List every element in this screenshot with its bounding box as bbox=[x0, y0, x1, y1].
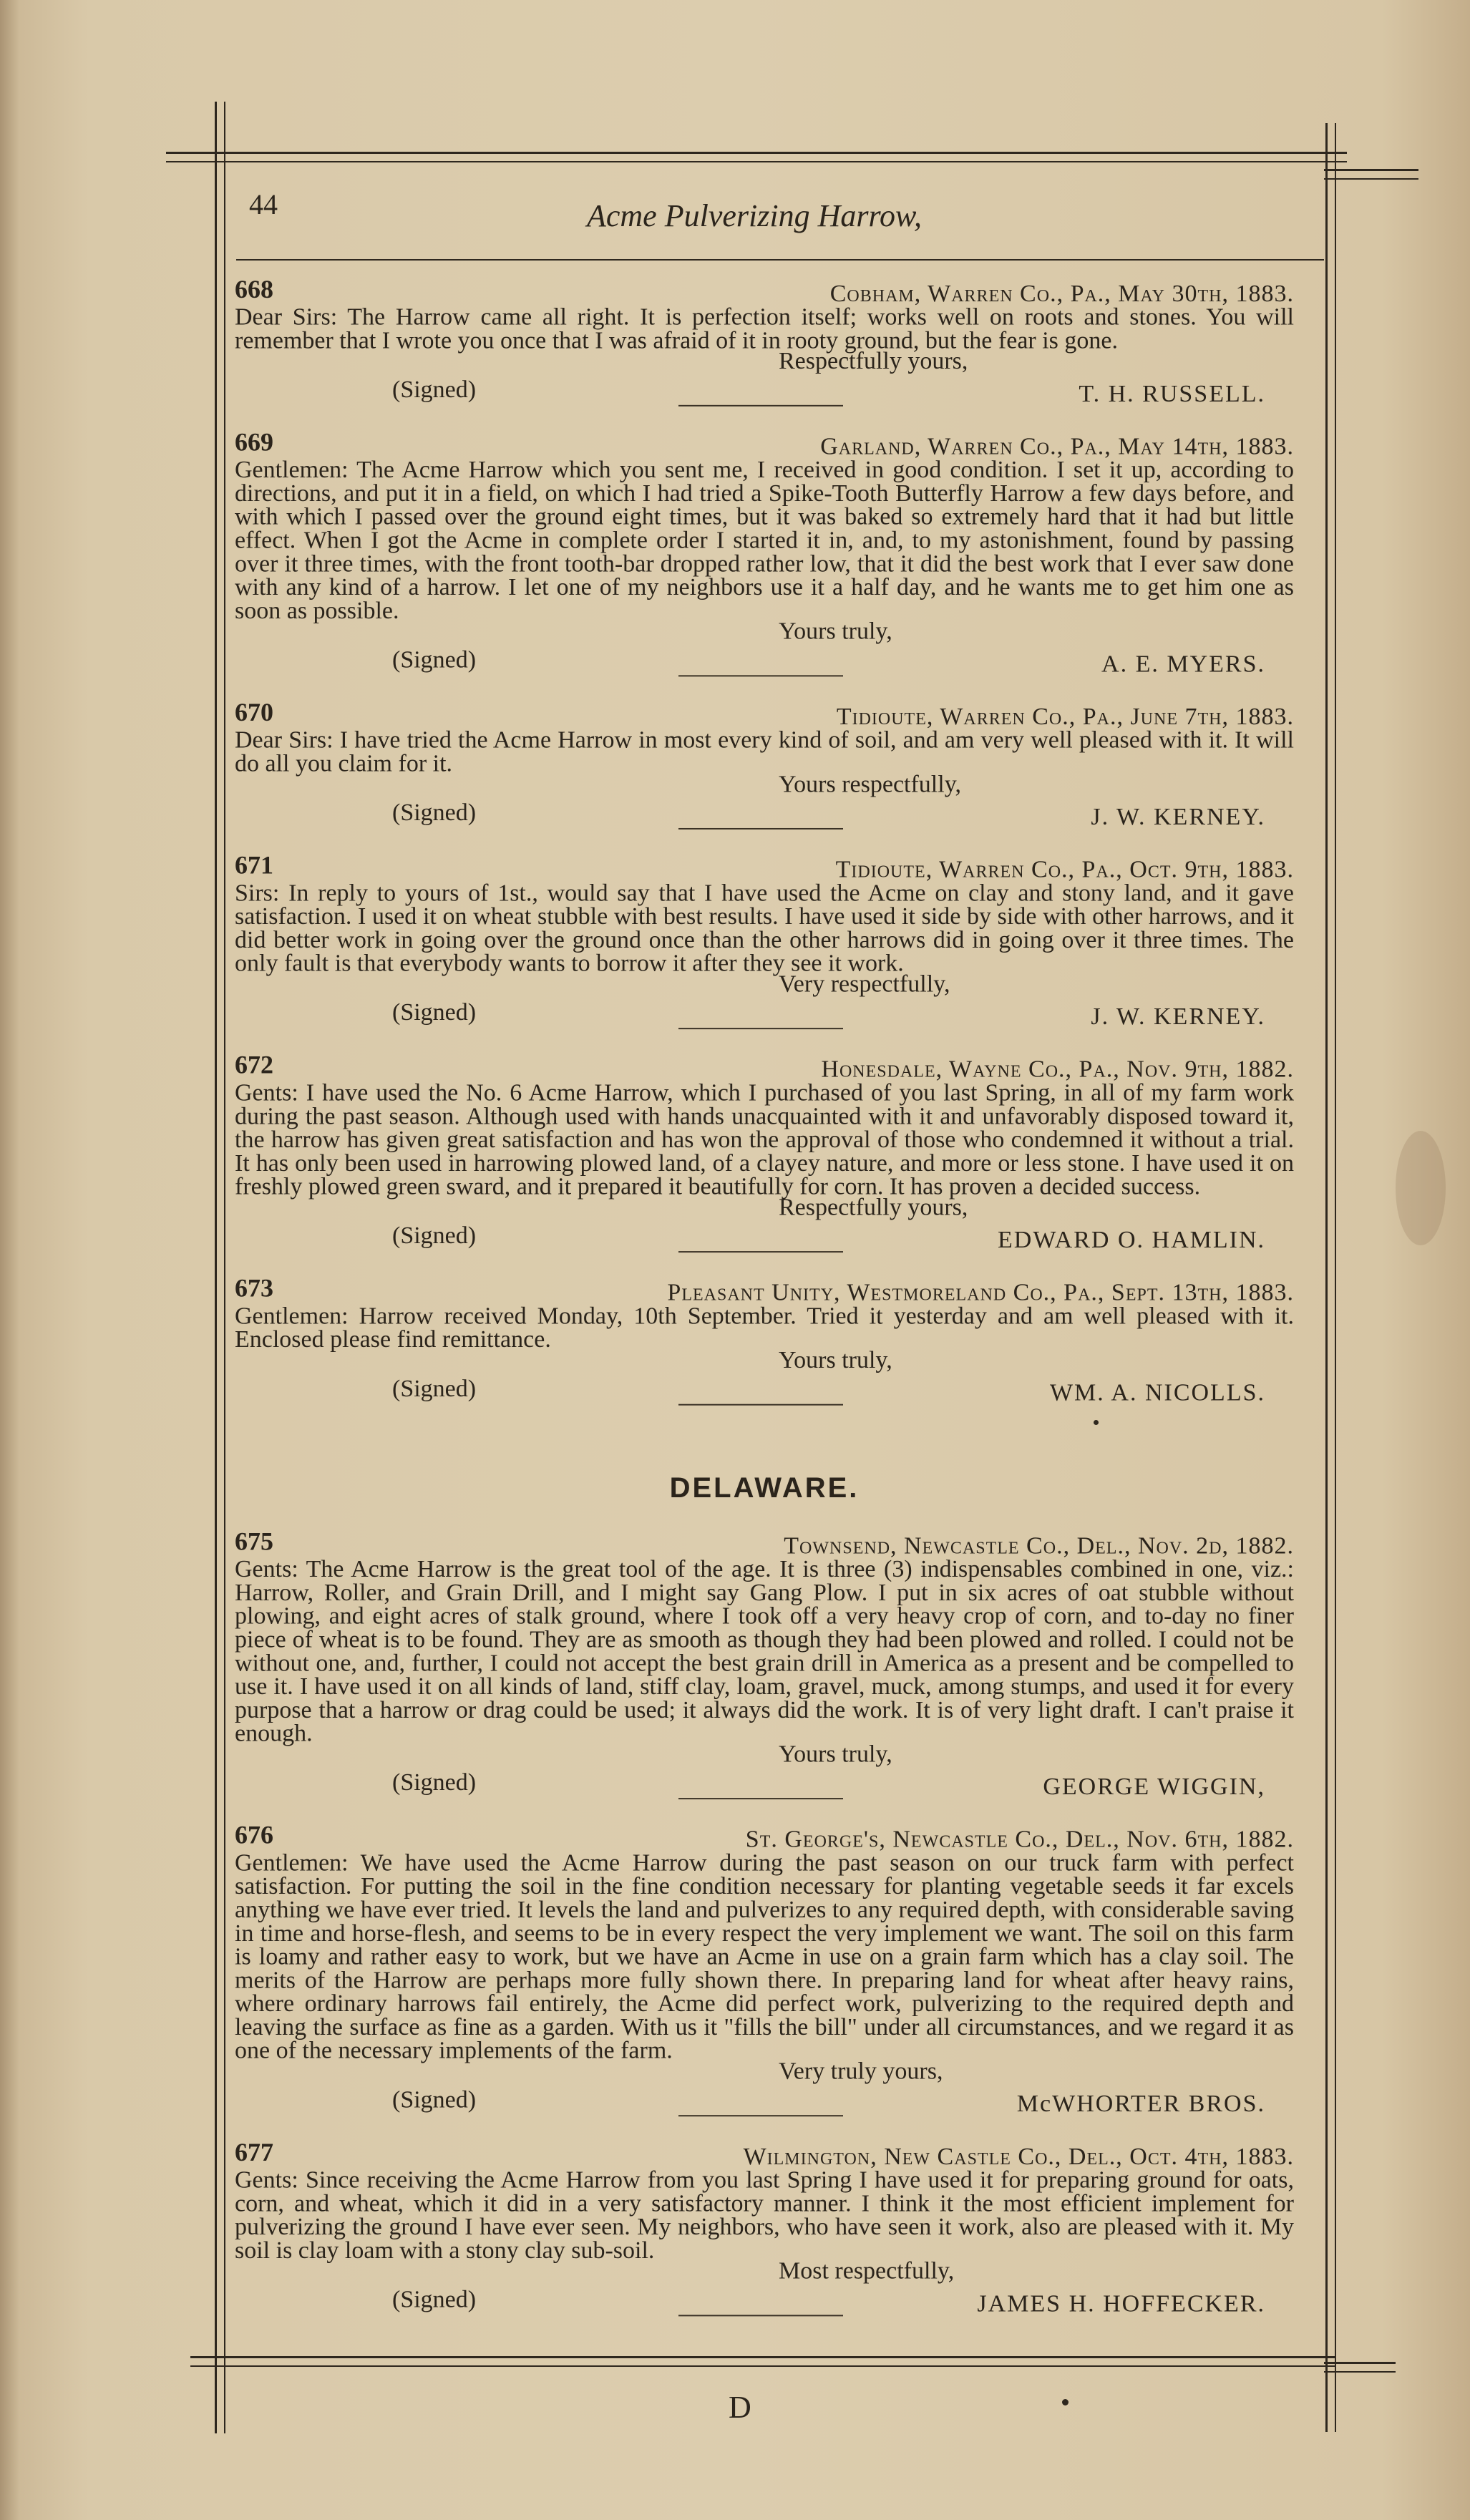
testimonial-letter bbox=[235, 1273, 1294, 1406]
signature-row bbox=[235, 1375, 1294, 1406]
letter-signer: EDWARD O. HAMLIN. bbox=[998, 1227, 1265, 1254]
separator-line bbox=[678, 1251, 843, 1252]
signed-label: (Signed) bbox=[392, 1375, 477, 1402]
signed-label: (Signed) bbox=[392, 2286, 477, 2313]
letter-signer: J. W. KERNEY. bbox=[1091, 804, 1265, 830]
letter-dateline: Cobham, Warren Co., Pa., May 30th, 1883. bbox=[829, 280, 1294, 307]
letter-spacer bbox=[235, 1403, 1294, 1430]
separator-line bbox=[678, 2115, 843, 2116]
separator-line bbox=[678, 1798, 843, 1799]
separator-line bbox=[678, 2315, 843, 2316]
letter-signer: GEORGE WIGGIN, bbox=[1043, 1774, 1265, 1801]
letter-dateline: Honesdale, Wayne Co., Pa., Nov. 9th, 1882. bbox=[821, 1056, 1294, 1083]
testimonial-letter bbox=[235, 1527, 1294, 1801]
letter-dateline: Tidioute, Warren Co., Pa., Oct. 9th, 1883. bbox=[835, 856, 1294, 883]
letter-number: 675 bbox=[235, 1527, 273, 1556]
signature-row bbox=[235, 2286, 1294, 2317]
testimonial-letter bbox=[235, 2137, 1294, 2317]
letter-dateline: Wilmington, New Castle Co., Del., Oct. 4th, 1883. bbox=[743, 2143, 1294, 2170]
signoff-row bbox=[235, 2257, 1294, 2288]
header-underline bbox=[236, 259, 1324, 261]
frame-top-rule-extension bbox=[1324, 169, 1418, 180]
separator-line bbox=[678, 1404, 843, 1406]
letter-number: 668 bbox=[235, 275, 273, 303]
letter-closing: Yours respectfully, bbox=[779, 771, 961, 798]
letter-closing: Most respectfully, bbox=[779, 2257, 955, 2285]
testimonial-letter bbox=[235, 698, 1294, 830]
signature-mark: D bbox=[729, 2390, 751, 2425]
letter-body: Dear Sirs: I have tried the Acme Harrow in most every kind of soil, and am very well pleased with it. It will do all you claim for it. bbox=[235, 726, 1294, 777]
letter-closing: Yours truly, bbox=[779, 1741, 892, 1768]
letter-closing: Respectfully yours, bbox=[779, 348, 968, 375]
signed-label: (Signed) bbox=[392, 1769, 477, 1796]
letter-spacer bbox=[235, 1250, 1294, 1277]
signature-row bbox=[235, 999, 1294, 1031]
letter-closing: Yours truly, bbox=[779, 618, 892, 645]
testimonial-letter bbox=[235, 850, 1294, 1031]
testimonial-letter bbox=[235, 1820, 1294, 2118]
letter-number: 670 bbox=[235, 698, 273, 726]
letter-closing: Very truly yours, bbox=[779, 2058, 943, 2085]
letter-body: Gents: I have used the No. 6 Acme Harrow, which I purchased of you last Spring, in all of my farm work during the past season. Although used with hands unacquainted with it and unfavorably disposed toward it, the harrow has given great satisfaction and has won the approval of those who condemned it without a trial. It has only been used in harrowing plowed land, of a clayey nature, and more or less stone. I have used it on freshly plowed green sward, and it prepared it beautifully for corn. It has proven a decided success. bbox=[235, 1079, 1294, 1200]
letter-spacer bbox=[235, 1026, 1294, 1054]
separator-line bbox=[678, 405, 843, 407]
signed-label: (Signed) bbox=[392, 646, 477, 673]
signed-label: (Signed) bbox=[392, 1222, 477, 1250]
frame-right-rule bbox=[1325, 123, 1336, 2432]
letter-number: 669 bbox=[235, 427, 273, 457]
letter-body: Gentlemen: We have used the Acme Harrow during the past season on our truck farm with perfect satisfaction. For putting the soil in the fine condition necessary for planting vegetable seeds it far excels anything we have ever tried. It levels the land and pulverizes to any required depth, with considerable saving in time and horse-flesh, and seems to be in every respect the very implement we want. The soil on this farm is loamy and rather easy to work, but we have an Acme in use on a grain farm which has a clay soil. The merits of the Harrow are perhaps more fully shown there. In preparing land for wheat after heavy rains, where ordinary harrows fail entirely, the Acme did perfect work, pulverizing to the required depth and leaving the surface as fine as a garden. With us it "fills the bill" under all circumstances, and we regard it as one of the necessary implements of the farm. bbox=[235, 1849, 1294, 2064]
letter-dateline: Tidioute, Warren Co., Pa., June 7th, 1883. bbox=[836, 704, 1294, 730]
signed-label: (Signed) bbox=[392, 376, 477, 403]
printer-dot bbox=[1094, 1420, 1099, 1425]
frame-top-rule bbox=[166, 152, 1347, 162]
testimonial-letter bbox=[235, 427, 1294, 678]
running-title: Acme Pulverizing Harrow, bbox=[587, 198, 923, 233]
separator-line bbox=[678, 828, 843, 830]
letter-body: Sirs: In reply to yours of 1st., would say that I have used the Acme on clay and stony land, and it gave satisfaction. I used it on wheat stubble with best results. I have used it side by side with other harrows, and it did better work in going over the ground once than the other harrows did in going over it three times. The only fault is that everybody wants to borrow it after they see it work. bbox=[235, 880, 1294, 977]
letter-dateline: St. George's, Newcastle Co., Del., Nov. 6th, 1882. bbox=[745, 1826, 1294, 1853]
frame-bottom-rule-extension bbox=[1324, 2362, 1396, 2373]
testimonial-letter bbox=[235, 275, 1294, 407]
paper-stain bbox=[1396, 1131, 1446, 1245]
letter-body: Gents: The Acme Harrow is the great tool of the age. It is three (3) indispensables combined in one, viz.: Harrow, Roller, and Grain Drill, and I might say Gang Plow. I put in six acres of oat stubble without plowing, and eight acres of stalk ground, where I took off a very heavy crop of corn, and to-day no finer piece of wheat is to be found. They are as smooth as though they had been plowed and rolled. I could not be without one, and, further, I could not accept the best grain drill in America as a present and be compelled to use it. I have used it on all kinds of land, stiff clay, loam, gravel, muck, among stumps, and used it for every purpose that a harrow or drag could be used; it always did the work. It is of very light draft. I can't praise it enough. bbox=[235, 1556, 1294, 1747]
signoff-row bbox=[235, 970, 1294, 1001]
letter-closing: Very respectfully, bbox=[779, 970, 950, 998]
signoff-row bbox=[235, 1347, 1294, 1377]
signoff-row bbox=[235, 348, 1294, 378]
testimonial-letter bbox=[235, 1050, 1294, 1254]
letter-closing: Respectfully yours, bbox=[779, 1194, 968, 1221]
letter-signer: McWHORTER BROS. bbox=[1016, 2091, 1265, 2118]
letter-spacer bbox=[235, 1796, 1294, 1824]
frame-left-rule bbox=[215, 102, 225, 2433]
letter-number: 672 bbox=[235, 1050, 273, 1079]
letters-column bbox=[235, 275, 1294, 2340]
letter-number: 676 bbox=[235, 1820, 273, 1849]
letter-signer: WM. A. NICOLLS. bbox=[1049, 1379, 1265, 1406]
letter-dateline: Garland, Warren Co., Pa., May 14th, 1883. bbox=[820, 433, 1294, 460]
letter-number: 677 bbox=[235, 2137, 273, 2166]
letter-number: 673 bbox=[235, 1273, 273, 1303]
state-heading: DELAWARE. bbox=[669, 1472, 860, 1504]
signature-row bbox=[235, 799, 1294, 830]
letter-body: Dear Sirs: The Harrow came all right. It is perfection itself; works well on roots and stones. You will remember that I wrote you once that I was afraid of it in rooty ground, but the fear is gone. bbox=[235, 303, 1294, 354]
letter-dateline: Pleasant Unity, Westmoreland Co., Pa., Sept. 13th, 1883. bbox=[667, 1279, 1294, 1306]
signoff-row bbox=[235, 1741, 1294, 1771]
frame-bottom-rule bbox=[190, 2356, 1335, 2367]
signature-row bbox=[235, 646, 1294, 678]
signed-label: (Signed) bbox=[392, 799, 477, 826]
signed-label: (Signed) bbox=[392, 999, 477, 1026]
letter-body: Gentlemen: The Acme Harrow which you sent me, I received in good condition. I set it up, according to directions, and put it in a field, on which I had tried a Spike-Tooth Butterfly Harrow a few days before, and with which I passed over the ground eight times, but it was baked so extremely hard that it had but little effect. When I got the Acme in complete order I started it in, and, to my astonishment, found by passing over it three times, with the front tooth-bar dropped rather low, that it did the best work that I ever saw done with any kind of a harrow. I let one of my neighbors use it a half day, and he wants me to get him one as soon as possible. bbox=[235, 457, 1294, 624]
letter-body: Gents: Since receiving the Acme Harrow from you last Spring I have used it for preparing ground for oats, corn, and wheat, which it did in a very satisfactory manner. I think it the most efficient implement for pulverizing the ground I have ever seen. My neighbors, who have seen it work, also are pleased with it. My soil is clay loam with a stony clay sub-soil. bbox=[235, 2166, 1294, 2264]
letter-spacer bbox=[235, 2113, 1294, 2141]
separator-line bbox=[678, 675, 843, 676]
letter-signer: A. E. MYERS. bbox=[1101, 651, 1265, 678]
signature-row bbox=[235, 1222, 1294, 1254]
letter-number: 671 bbox=[235, 850, 273, 880]
letter-signer: J. W. KERNEY. bbox=[1091, 1003, 1265, 1031]
separator-line bbox=[678, 1028, 843, 1029]
letter-dateline: Townsend, Newcastle Co., Del., Nov. 2d, 1882. bbox=[784, 1532, 1294, 1560]
signature-row bbox=[235, 376, 1294, 407]
signature-row bbox=[235, 1769, 1294, 1801]
letter-closing: Yours truly, bbox=[779, 1347, 892, 1373]
signed-label: (Signed) bbox=[392, 2086, 477, 2113]
page-number: 44 bbox=[249, 188, 278, 220]
printer-dot bbox=[1062, 2399, 1069, 2405]
signoff-row bbox=[235, 1194, 1294, 1225]
letter-signer: JAMES H. HOFFECKER. bbox=[977, 2290, 1265, 2317]
letter-spacer bbox=[235, 404, 1294, 431]
letter-signer: T. H. RUSSELL. bbox=[1079, 381, 1265, 407]
letter-spacer bbox=[235, 827, 1294, 854]
letter-spacer bbox=[235, 673, 1294, 701]
letter-spacer bbox=[235, 2313, 1294, 2340]
signoff-row bbox=[235, 2058, 1294, 2088]
signoff-row bbox=[235, 618, 1294, 648]
signoff-row bbox=[235, 771, 1294, 801]
page-binding-edge bbox=[0, 0, 19, 2520]
signature-row bbox=[235, 2086, 1294, 2118]
letter-body: Gentlemen: Harrow received Monday, 10th September. Tried it yesterday and am well pleased with it. Enclosed please find remittance. bbox=[235, 1303, 1294, 1353]
